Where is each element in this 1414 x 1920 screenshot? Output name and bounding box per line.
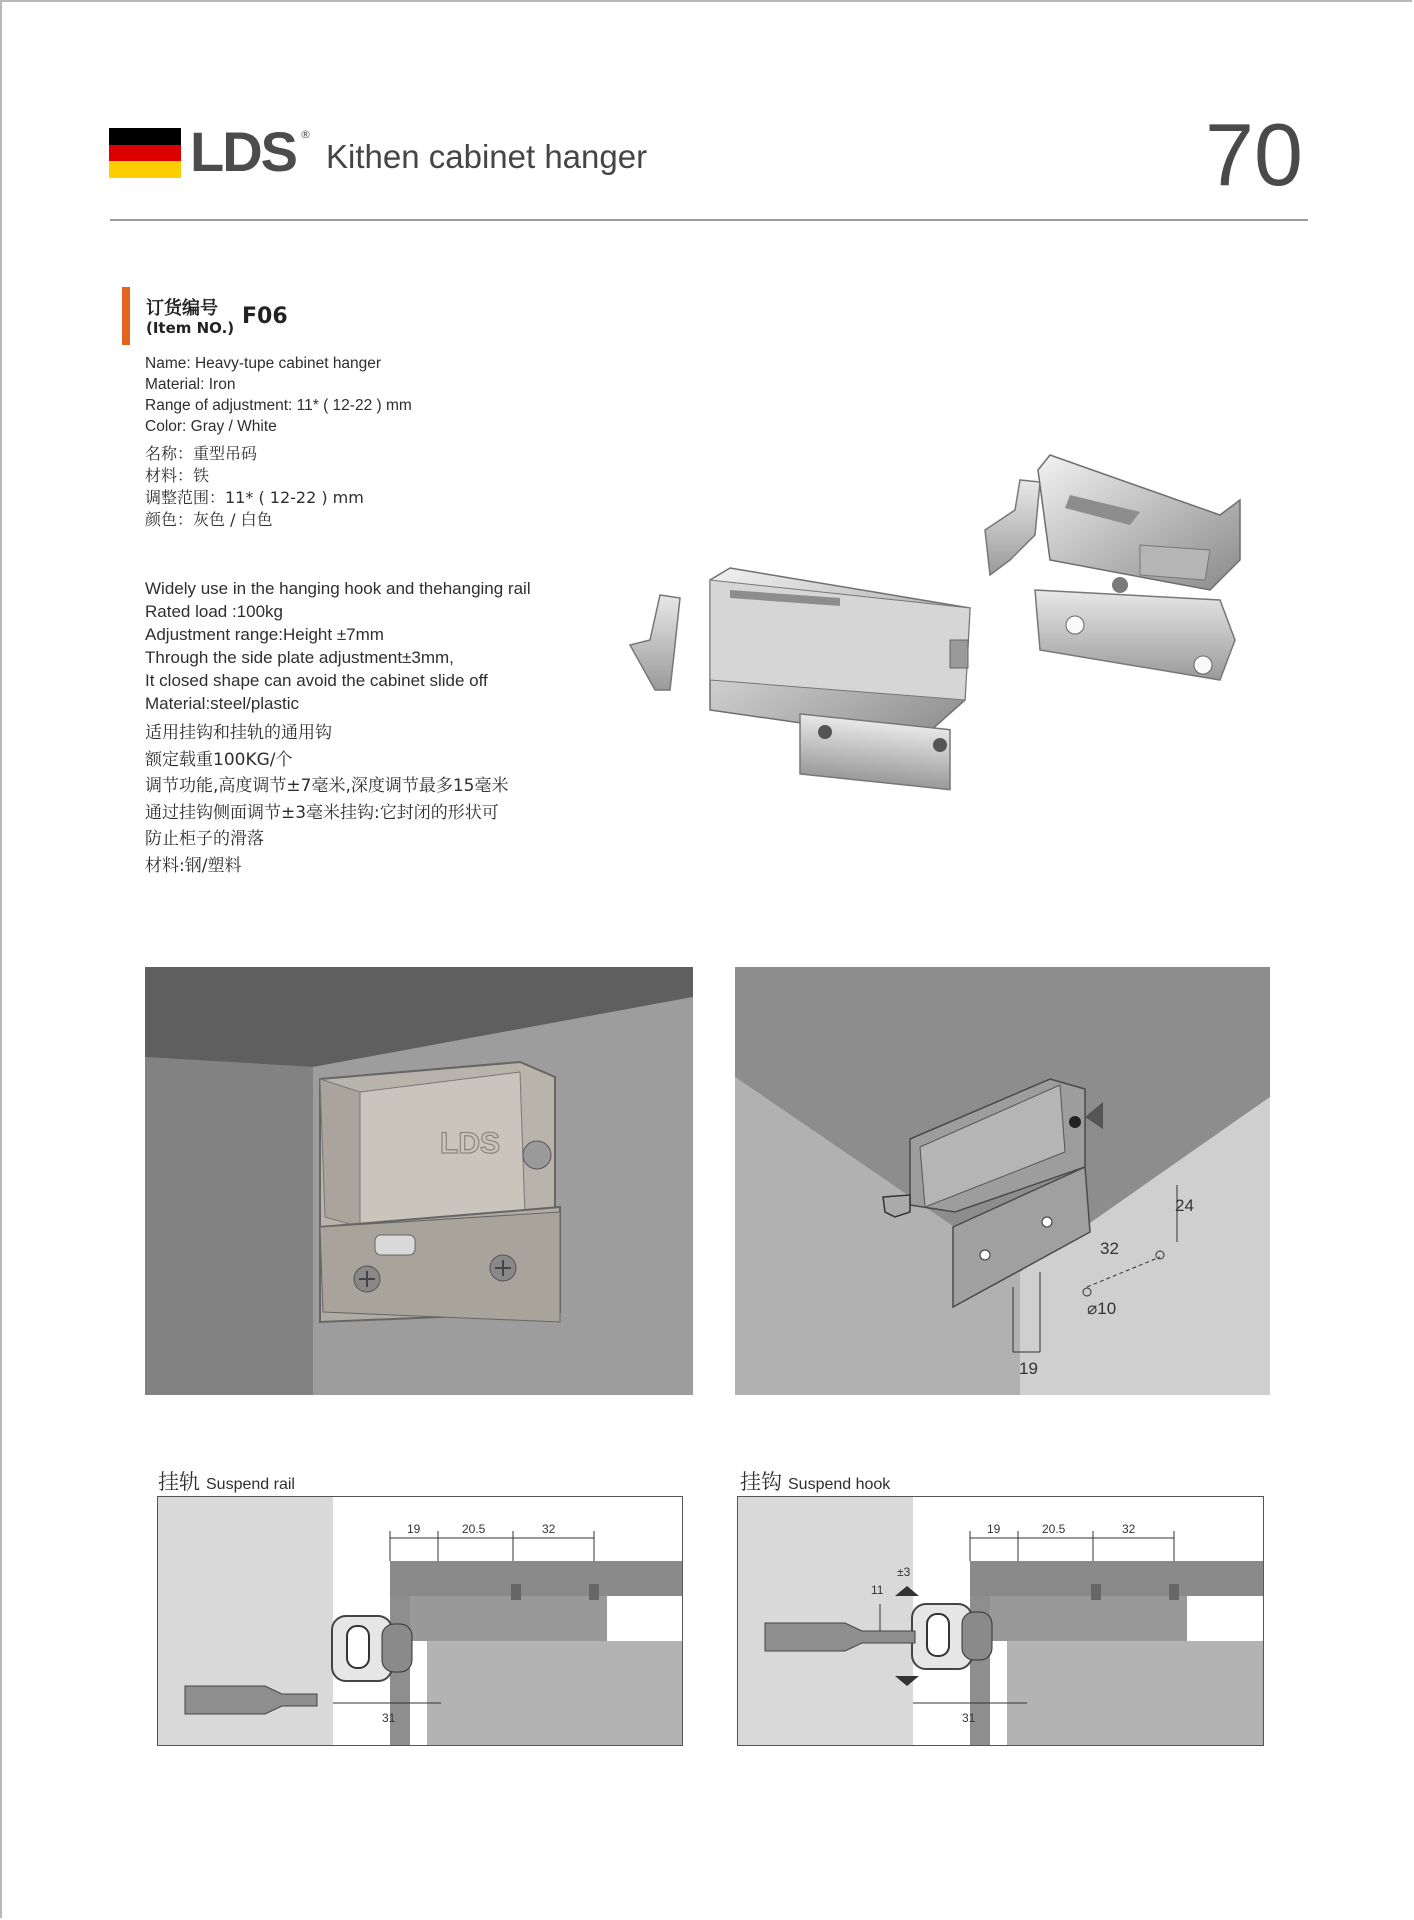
spec-cn-color: 颜色：灰色 / 白色 <box>145 510 273 529</box>
rail-dim-32: 32 <box>542 1522 556 1536</box>
dim-phi10: ⌀10 <box>1087 1299 1117 1318</box>
features-cn <box>145 720 509 879</box>
feature-cn-line: 通过挂钩侧面调节±3毫米挂钩:它封闭的形状可 <box>145 802 499 823</box>
hook-adjust: ±3 <box>897 1565 911 1579</box>
registered-mark: ® <box>300 128 311 141</box>
installed-photo <box>145 967 693 1395</box>
rail-caption <box>158 1466 295 1496</box>
german-flag <box>109 128 181 178</box>
specs-cn <box>145 443 364 531</box>
rail-dim-20-5: 20.5 <box>462 1522 486 1536</box>
spec-range: Range of adjustment: 11* ( 12-22 ) mm <box>145 397 412 414</box>
dim-19: 19 <box>1019 1359 1038 1378</box>
feature-en-line: Material:steel/plastic <box>145 694 300 713</box>
rail-dim-31: 31 <box>382 1711 396 1725</box>
feature-en-line: Rated load :100kg <box>145 602 283 621</box>
feature-en-line: Through the side plate adjustment±3mm, <box>145 648 454 667</box>
item-label-en: (Item NO.) <box>146 319 235 337</box>
feature-cn-line: 材料:钢/塑料 <box>145 855 242 876</box>
dim-32: 32 <box>1100 1239 1119 1258</box>
hook-dim-31: 31 <box>962 1711 976 1725</box>
feature-en-line: Adjustment range:Height ±7mm <box>145 625 384 644</box>
spec-material: Material: Iron <box>145 376 236 393</box>
feature-en-line: It closed shape can avoid the cabinet slide off <box>145 671 488 690</box>
flag-stripe-black <box>109 128 181 145</box>
feature-cn-line: 防止柜子的滑落 <box>145 829 264 849</box>
spec-name: Name: Heavy-tupe cabinet hanger <box>145 355 382 372</box>
feature-cn-line: 适用挂钩和挂轨的通用钩 <box>145 723 332 743</box>
hook-dim-32: 32 <box>1122 1522 1136 1536</box>
rail-dim-19: 19 <box>407 1522 421 1536</box>
item-accent-bar <box>122 287 130 345</box>
page-number: 70 <box>1205 105 1303 204</box>
spec-cn-name: 名称：重型吊码 <box>145 444 258 463</box>
hook-caption-en: Suspend hook <box>788 1476 891 1493</box>
specs-en <box>145 353 412 437</box>
hanger-open <box>985 455 1240 680</box>
spec-color: Color: Gray / White <box>145 418 277 435</box>
feature-cn-line: 调节功能,高度调节±7毫米,深度调节最多15毫米 <box>145 776 509 796</box>
photo-emboss-logo: LDS <box>440 1127 500 1160</box>
rail-caption-cn: 挂轨 <box>158 1470 200 1494</box>
suspend-hook-diagram <box>737 1496 1264 1746</box>
suspend-rail-diagram <box>157 1496 683 1746</box>
flag-stripe-red <box>109 145 181 162</box>
hook-dim-19: 19 <box>987 1522 1001 1536</box>
hook-dim-11: 11 <box>871 1583 884 1597</box>
rail-caption-en: Suspend rail <box>206 1476 295 1493</box>
hook-dim-20-5: 20.5 <box>1042 1522 1066 1536</box>
hook-caption-cn: 挂钩 <box>740 1470 782 1494</box>
install-diagram <box>735 967 1270 1395</box>
flag-stripe-gold <box>109 161 181 178</box>
header-divider <box>110 219 1308 221</box>
hook-caption <box>740 1466 890 1496</box>
spec-cn-range: 调整范围：11* ( 12-22 ) mm <box>145 488 364 507</box>
item-number: F06 <box>242 304 288 329</box>
feature-cn-line: 额定载重100KG/个 <box>145 749 293 770</box>
feature-en-line: Widely use in the hanging hook and thehanging rail <box>145 579 531 598</box>
item-label-cn: 订货编号 <box>146 298 218 319</box>
dim-24: 24 <box>1175 1196 1194 1215</box>
brand-logo: LDS <box>190 120 296 183</box>
hanger-closed <box>630 568 970 790</box>
product-photo <box>620 440 1300 800</box>
features-en <box>145 577 531 715</box>
page-title: Kithen cabinet hanger <box>326 138 648 175</box>
spec-cn-material: 材料：铁 <box>145 466 210 485</box>
